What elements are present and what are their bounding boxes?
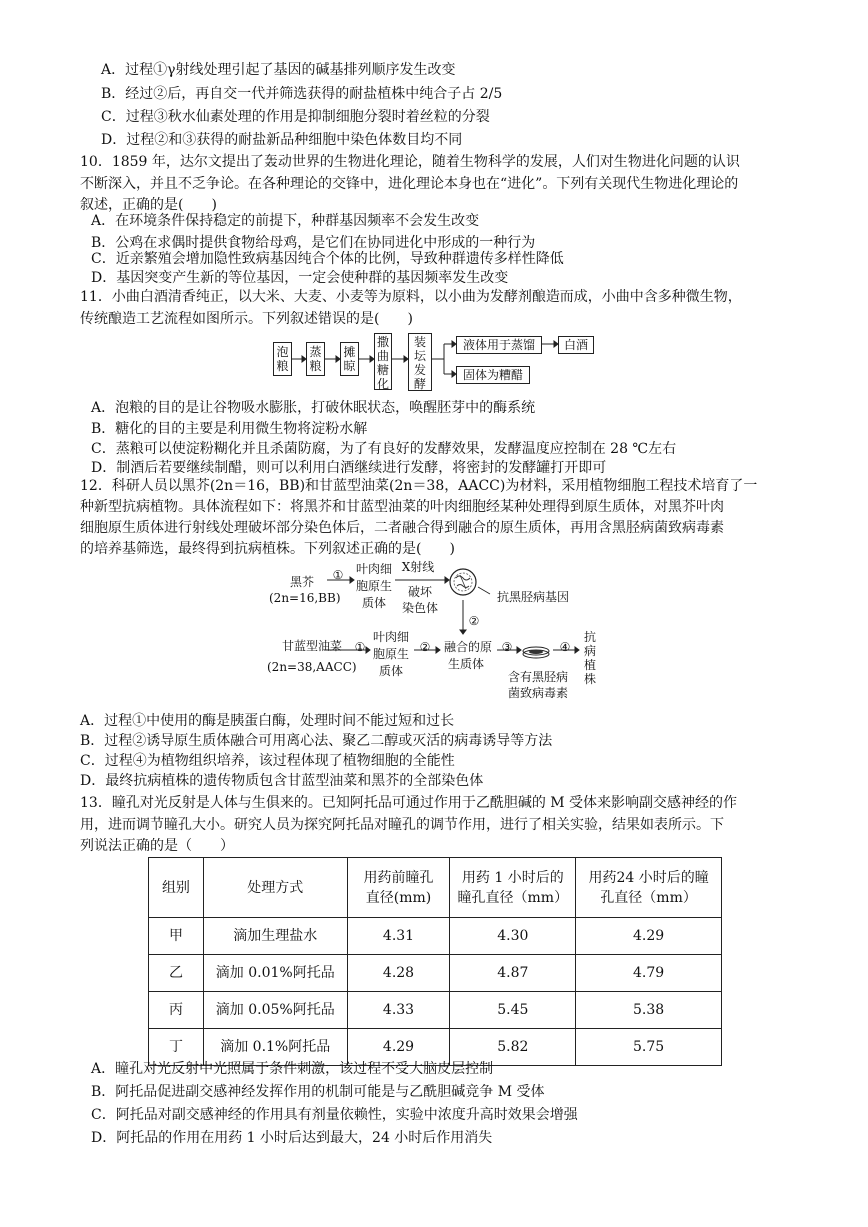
q13-option-a: A．瞳孔对光反射中光照属于条件刺激，该过程不受大脑皮层控制 — [91, 1061, 494, 1077]
fused-protoplast-label: 融合的原 — [443, 640, 492, 654]
q10-option-c: C．近亲繁殖会增加隐性致病基因纯合个体的比例，导致种群遗传多样性降低 — [91, 251, 564, 267]
table-cell: 滴加 0.1%阿托品 — [203, 1029, 347, 1066]
q11-stem-line: 传统酿造工艺流程如图所示。下列叙述错误的是( ) — [80, 311, 413, 327]
q13-option-c: C．阿托品对副交感神经的作用具有剂量依赖性，实验中浓度升高时效果会增强 — [91, 1107, 578, 1123]
protoplast-2-label: 质体 — [378, 664, 403, 678]
flow-step-soak-label: 泡粮 — [276, 345, 289, 373]
q12-option-d: D．最终抗病植株的遗传物质包含甘蓝型油菜和黑芥的全部染色体 — [80, 773, 484, 789]
step-3-label: ③ — [501, 640, 513, 654]
table-cell: 4.87 — [450, 955, 576, 992]
ganlan-chromosome-label: (2n=38,AACC) — [267, 660, 357, 674]
step-4-label: ④ — [559, 640, 571, 654]
q12-stem-line: 12．科研人员以黑芥(2n＝16，BB)和甘蓝型油菜(2n＝38，AACC)为材料，采用植物细胞工程技术培育了一 — [80, 478, 758, 494]
toxin-medium-label: 含有黑胫病 — [507, 670, 568, 684]
q12-option-b: B．过程②诱导原生质体融合可用离心法、聚乙二醇或灭活的病毒诱导等方法 — [80, 733, 553, 749]
resistant-plant-label: 抗 — [583, 630, 596, 644]
flow-step-saccharify-label: 撒曲糖化 — [376, 335, 389, 391]
protoplast-2-label: 胞原生 — [372, 647, 409, 661]
table-cell: 5.45 — [450, 992, 576, 1029]
flow-solid-vinegar: 固体为糟醋 — [456, 366, 530, 384]
q13-option-b: B．阿托品促进副交感神经发挥作用的机制可能是与乙酰胆碱竞争 M 受体 — [91, 1084, 545, 1100]
protoplast-cell-icon — [450, 569, 476, 595]
q12-stem-line: 细胞原生质体进行射线处理破坏部分染色体后，二者融合得到融合的原生质体，再用含黑胫病菌致病毒素 — [80, 520, 724, 536]
q11-option-c: C．蒸粮可以使淀粉糊化并且杀菌防腐，为了有良好的发酵效果，发酵温度应控制在 28 ℃左右 — [91, 441, 677, 457]
header-text: 组别 — [161, 879, 190, 896]
pupil-data-table — [148, 857, 722, 1066]
table-header-cell — [450, 858, 576, 918]
q10-stem-line: 叙述，正确的是( ) — [80, 197, 217, 213]
flow-step-steam-label: 蒸粮 — [309, 345, 322, 373]
table-header-cell — [347, 858, 450, 918]
q12-stem-line: 种新型抗病植物。具体流程如下：将黑芥和甘蓝型油菜的叶肉细胞经某种处理得到原生质体，对黑芥叶肉 — [80, 499, 724, 515]
header-text: 用药24 小时后的瞳 — [588, 869, 709, 886]
table-row — [149, 918, 722, 955]
q10-option-b: B．公鸡在求偶时提供食物给母鸡，是它们在协同进化中形成的一种行为 — [91, 235, 536, 251]
flow-liquor: 白酒 — [558, 336, 594, 354]
table-cell: 4.33 — [347, 992, 450, 1029]
table-cell: 4.29 — [347, 1029, 450, 1066]
q10-option-a: A．在环境条件保持稳定的前提下，种群基因频率不会发生改变 — [91, 213, 480, 229]
protoplast-2-label: 叶肉细 — [372, 630, 409, 644]
protoplast-1-label: 质体 — [361, 596, 386, 610]
q11-stem-line: 11．小曲白酒清香纯正，以大米、大麦、小麦等为原料，以小曲为发酵剂酿造而成，小曲中含多种微生物， — [80, 289, 742, 305]
header-text: 直径(mm) — [365, 889, 432, 906]
q13-stem-line: 列说法正确的是（ ） — [80, 838, 234, 854]
heijie-chromosome-label: (2n=16,BB) — [269, 591, 341, 605]
fused-protoplast-label: 生质体 — [447, 657, 484, 671]
table-header-row — [149, 858, 722, 918]
table-cell: 乙 — [149, 955, 204, 992]
broken-chromosome-label: 染色体 — [401, 601, 438, 615]
table-header-cell — [203, 858, 347, 918]
table-cell: 5.75 — [576, 1029, 722, 1066]
table-cell: 丁 — [149, 1029, 204, 1066]
table-cell: 滴加 0.05%阿托品 — [203, 992, 347, 1029]
q9-option-b: B．经过②后，再自交一代并筛选获得的耐盐植株中纯合子占 2/5 — [101, 86, 503, 102]
step-1-label-b: ① — [354, 640, 366, 654]
broken-chromosome-label: 破坏 — [407, 585, 432, 599]
table-header-cell — [149, 858, 204, 918]
q11-option-d: D．制酒后若要继续制醋，则可以利用白酒继续进行发酵，将密封的发酵罐打开即可 — [91, 460, 607, 476]
table-cell: 4.79 — [576, 955, 722, 992]
flow-step-ferment-label: 装坛发酵 — [413, 335, 426, 391]
q13-stem-line: 用，进而调节瞳孔大小。研究人员为探究阿托品对瞳孔的调节作用，进行了相关实验，结果如表所示。下 — [80, 817, 724, 833]
resistant-plant-label: 植 — [583, 658, 596, 672]
ganlan-label: 甘蓝型油菜 — [281, 639, 342, 653]
step-2-label-b: ② — [419, 640, 431, 654]
xray-label: X射线 — [401, 560, 435, 574]
table-cell: 丙 — [149, 992, 204, 1029]
q13-option-d: D．阿托品的作用在用药 1 小时后达到最大，24 小时后作用消失 — [91, 1130, 493, 1146]
heijie-label: 黑芥 — [289, 575, 314, 589]
step-1-label: ① — [332, 568, 344, 582]
header-text: 孔直径（mm） — [600, 889, 697, 906]
table-cell: 4.29 — [576, 918, 722, 955]
flow-step-cool-label: 摊晾 — [343, 345, 356, 373]
table-cell: 甲 — [149, 918, 204, 955]
table-row — [149, 955, 722, 992]
flow-liquid-distill: 液体用于蒸馏 — [456, 336, 542, 354]
q12-option-a: A．过程①中使用的酶是胰蛋白酶，处理时间不能过短和过长 — [80, 713, 455, 729]
q10-stem-line: 10．1859 年，达尔文提出了轰动世界的生物进化理论，随着生物科学的发展，人们对生物进化问题的认识 — [80, 154, 740, 170]
header-text: 瞳孔直径（mm） — [457, 889, 569, 906]
toxin-medium-label: 菌致病毒素 — [507, 686, 568, 700]
table-cell: 滴加生理盐水 — [203, 918, 347, 955]
table-cell: 滴加 0.01%阿托品 — [203, 955, 347, 992]
header-text: 处理方式 — [247, 879, 304, 896]
table-cell: 5.38 — [576, 992, 722, 1029]
culture-dish-icon — [523, 647, 549, 658]
resistant-plant-label: 病 — [583, 644, 596, 658]
table-cell: 5.82 — [450, 1029, 576, 1066]
q9-option-d: D．过程②和③获得的耐盐新品种细胞中染色体数目均不同 — [101, 132, 463, 148]
q9-option-a: A．过程①γ射线处理引起了基因的碱基排列顺序发生改变 — [101, 62, 456, 78]
header-text: 用药前瞳孔 — [363, 869, 434, 886]
table-row — [149, 992, 722, 1029]
step-2-label: ② — [468, 614, 480, 628]
q10-stem-line: 不断深入，并且不乏争论。在各种理论的交锋中，进化理论本身也在“进化”。下列有关现代生物进化理论的 — [80, 176, 739, 192]
table-cell: 4.30 — [450, 918, 576, 955]
q12-option-c: C．过程④为植物组织培养，该过程体现了植物细胞的全能性 — [80, 753, 455, 769]
table-header-cell — [576, 858, 722, 918]
protoplast-1-label: 叶肉细 — [355, 562, 392, 576]
q11-option-a: A．泡粮的目的是让谷物吸水膨胀，打破休眠状态，唤醒胚芽中的酶系统 — [91, 400, 536, 416]
q11-option-b: B．糖化的目的主要是利用微生物将淀粉水解 — [91, 421, 368, 437]
q10-option-d: D．基因突变产生新的等位基因，一定会使种群的基因频率发生改变 — [91, 270, 509, 286]
protoplast-1-label: 胞原生 — [355, 579, 392, 593]
q12-stem-line: 的培养基筛选，最终得到抗病植株。下列叙述正确的是( ) — [80, 541, 455, 557]
resistant-plant-label: 株 — [583, 672, 596, 686]
header-text: 用药 1 小时后的 — [461, 869, 564, 886]
table-cell: 4.28 — [347, 955, 450, 992]
table-cell: 4.31 — [347, 918, 450, 955]
q13-stem-line: 13．瞳孔对光反射是人体与生俱来的。已知阿托品可通过作用于乙酰胆碱的 M 受体来影响副交感神经的作 — [80, 795, 738, 811]
q9-option-c: C．过程③秋水仙素处理的作用是抑制细胞分裂时着丝粒的分裂 — [101, 109, 490, 125]
resistance-gene-label: 抗黑胫病基因 — [496, 590, 569, 604]
